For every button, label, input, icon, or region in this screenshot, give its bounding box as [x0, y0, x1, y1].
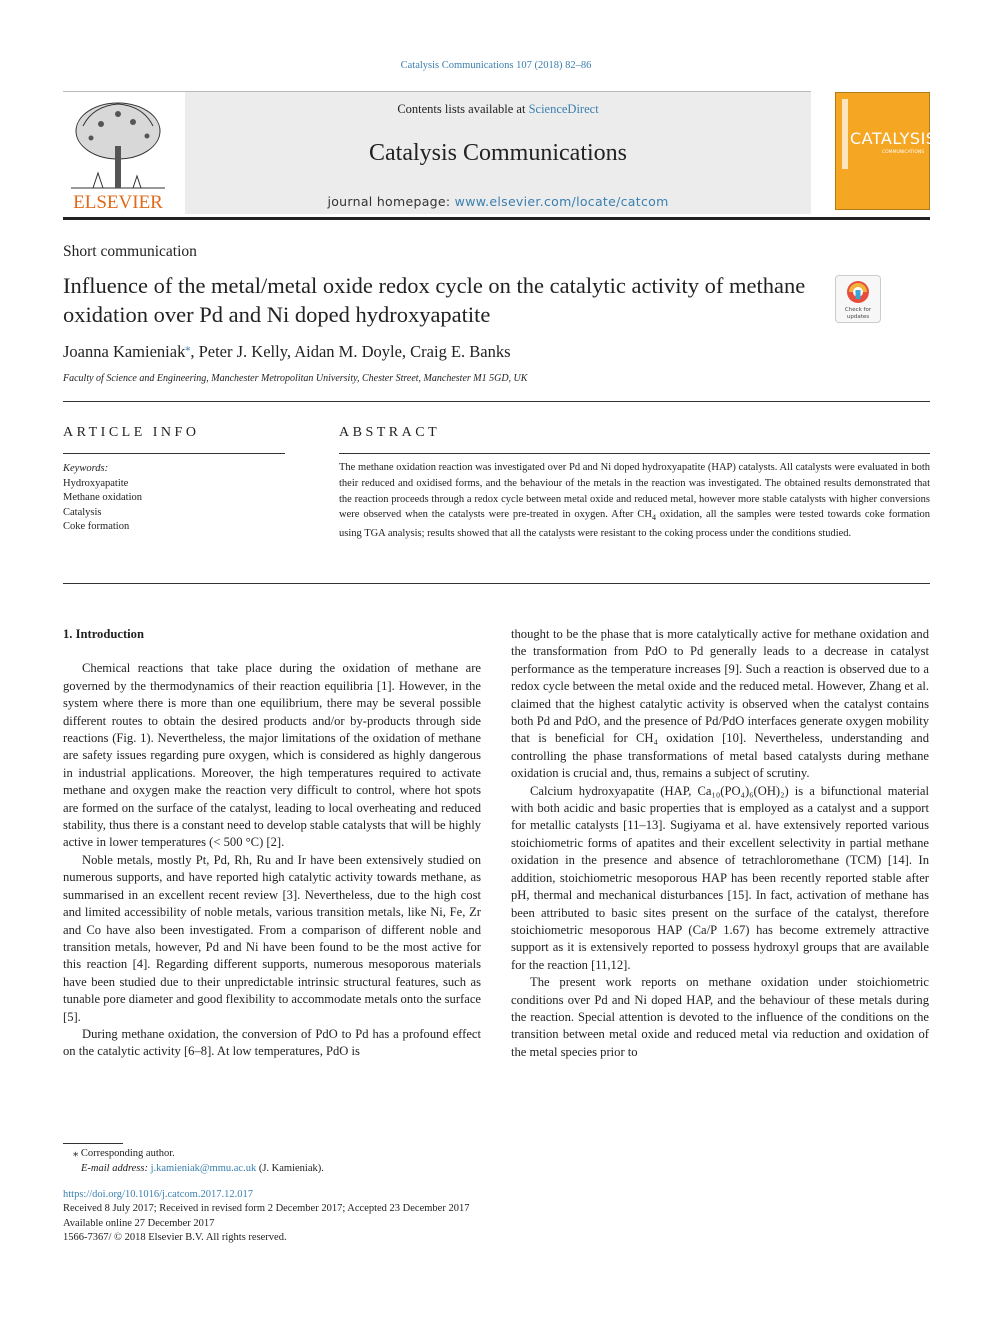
keyword-item: Catalysis — [63, 506, 102, 518]
paragraph: During methane oxidation, the conversion of PdO to Pd has a profound effect on the catalytic activity [6–8]. At low temperatures, PdO is — [63, 1026, 481, 1059]
svg-text:Check for: Check for — [844, 307, 872, 313]
homepage-prefix: journal homepage: — [327, 194, 455, 209]
sciencedirect-link[interactable]: ScienceDirect — [528, 102, 599, 116]
cover-title: CATALYSIS — [850, 129, 937, 148]
paragraph: Calcium hydroxyapatite (HAP, Ca₁₀(PO₄)₆(OH)₂) is a bifunctional material with both acidic and basic properties that is employed as a catalyst and a support for metallic catalysts [11–13]. Sugiyama et al. have extensively reported various stoichiometric forms of apatites and their excellent selectivity in partial methane oxidation in the presence and absence of tetrachloromethane (TCM) [14]. In addition, stoichiometric mesoporous HAP has been recently reported stable after pH, thermal and mechanical disturbances [15]. In fact, activation of methane has been attributed to basic sites present on the surface of the catalyst, therefore stoichiometric mesoporous HAP (Ca/P 1.67) has become extremely attractive support as it is extensively reported to possess hydroxyl groups that are available for the reaction [11,12]. — [511, 783, 929, 972]
keywords-label: Keywords: — [63, 463, 109, 474]
abstract-text — [339, 460, 930, 542]
author-list — [63, 342, 511, 362]
author-first[interactable]: Joanna Kamieniak — [63, 342, 186, 361]
email-suffix: (J. Kamieniak). — [256, 1163, 324, 1174]
check-updates-icon — [836, 276, 880, 322]
elsevier-tree-icon — [63, 96, 173, 214]
available-online: Available online 27 December 2017 — [63, 1217, 215, 1229]
section-heading: 1. Introduction — [63, 627, 144, 641]
journal-homepage — [185, 194, 811, 209]
abstract-rule — [339, 453, 930, 454]
article-type: Short communication — [63, 243, 197, 260]
journal-cover[interactable] — [835, 92, 937, 210]
copyright: 1566-7367/ © 2018 Elsevier B.V. All rights reserved. — [63, 1231, 287, 1243]
journal-name: Catalysis Communications — [369, 140, 627, 166]
footnote-rule — [63, 1143, 123, 1144]
corresponding-note: ⁎ Corresponding author. — [73, 1148, 175, 1159]
homepage-link[interactable]: www.elsevier.com/locate/catcom — [454, 194, 669, 209]
paragraph: Chemical reactions that take place during the oxidation of methane are governed by the thermodynamics of their reaction equilibria [1]. However, in the system where there is more than one equilibrium, there may be several possible different routes to obtain the desired products and/or by-products through side reactions (Fig. 1). Nevertheless, the major limitations of the oxidation of methane are safety issues regarding pure oxygen, which is considered as highly dangerous in industrial applications. Moreover, the high temperatures required to activate methane and oxygen make the reaction very difficult to control, where hot spots are formed on the surface of the catalyst, leading to local overheating and reduced stability, thus there is a constant need to develop stable catalysts that will be highly active in lower temperatures (< 500 °C) [2]. — [63, 661, 481, 850]
paragraph: thought to be the phase that is more catalytically active for methane oxidation and the transformation from PdO to Pd generally leads to a decrease in catalyst performance as the temperature increases [9]. Such a reaction is observed due to a redox cycle between the metal oxide and the reduced metal. However, Zhang et al. claimed that the highest catalytic activity is observed when the catalyst contains both Pd and PdO, and the presence of Pd/PdO interfaces generate oxygen mobility that is beneficial for CH₄ oxidation [10]. Nevertheless, understanding and controlling the phase transformations of metal based catalysts during methane oxidation is crucial and, thus, remains a subject of scrutiny. — [511, 627, 929, 781]
abstract-heading: ABSTRACT — [339, 425, 441, 440]
keywords-block — [63, 462, 142, 535]
corresponding-mark[interactable]: ⁎ — [185, 342, 191, 354]
doi-link[interactable]: https://doi.org/10.1016/j.catcom.2017.12.017 — [63, 1189, 253, 1200]
divider-top — [63, 401, 930, 402]
paragraph: The present work reports on methane oxidation under stoichiometric conditions over Pd and Ni doped HAP, and the behaviour of these metals during the reaction. Special attention is devoted to the influence of the conditions on the transition between metal oxide and reduced metal via reduction and oxidation of the metal species prior to — [511, 975, 929, 1059]
contents-prefix: Contents lists available at — [397, 102, 529, 116]
elsevier-logo[interactable] — [63, 96, 173, 214]
email-label: E-mail address: — [81, 1163, 151, 1174]
article-title: Influence of the metal/metal oxide redox cycle on the catalytic activity of methane oxidation over Pd and Ni doped hydroxyapatite — [63, 273, 806, 327]
author-others: , Peter J. Kelly, Aidan M. Doyle, Craig E. Banks — [190, 342, 511, 361]
divider-bottom — [63, 583, 930, 584]
check-for-updates-button[interactable] — [835, 275, 881, 323]
contents-line — [185, 102, 811, 117]
paragraph: Noble metals, mostly Pt, Pd, Rh, Ru and Ir have been extensively studied on numerous supports, and have reported high catalytic activity towards methane, as summarised in an excellent recent review [3]. Nevertheless, due to the high cost and limited accessibility of noble metals, various transition metals, like Ni, Fe, Zr and Co have also been investigated. From a comparison of different noble and transition metals, however, Pd and Ni have been found to be the most active for this reaction [4]. Regarding different supports, numerous mesoporous materials have been studied due to their unpredictable intrinsic structural features, such as tunable pore diameter and good flexibility to accommodate metals onto the surface [5]. — [63, 852, 481, 1024]
article-info-heading: ARTICLE INFO — [63, 425, 200, 440]
keyword-item: Methane oxidation — [63, 492, 143, 503]
svg-text:updates: updates — [846, 314, 870, 320]
abstract-part-1: The methane oxidation reaction was investigated over Pd and Ni doped hydroxyapatite (HAP) catalysts. All catalysts were evaluated in both their reduced and oxidised forms, and the behaviour of the metals in the reaction was investigated. The obtained results demonstrated that the reaction proceeds through a redox cycle between metal oxide and reduced metal, however more stable catalysts with higher conversions were observed when the catalysts were pre-treated in oxygen. After CH — [339, 462, 930, 521]
cover-stripe — [842, 99, 848, 169]
email-line — [63, 1161, 324, 1176]
journal-citation[interactable]: Catalysis Communications 107 (2018) 82–86 — [400, 60, 592, 71]
email-link[interactable]: j.kamieniak@mmu.ac.uk — [150, 1163, 257, 1174]
elsevier-wordmark: ELSEVIER — [73, 192, 163, 213]
keyword-item: Hydroxyapatite — [63, 477, 129, 489]
received-dates: Received 8 July 2017; Received in revised form 2 December 2017; Accepted 23 December 2017 — [63, 1203, 470, 1215]
abstract-subscript: 4 — [651, 513, 656, 523]
keyword-item: Coke formation — [63, 521, 130, 532]
article-metadata — [63, 1188, 469, 1245]
body-left-column — [63, 626, 481, 1061]
cover-subtitle: COMMUNICATIONS — [882, 150, 925, 155]
abstract-part-2: oxidation, all the samples were tested towards coke formation using TGA analysis; results showed that all the catalysts were resistant to the coking process under the conditions studied. — [339, 509, 930, 540]
footnote — [63, 1146, 324, 1176]
header-bottom-rule — [63, 217, 930, 220]
article-info-rule — [63, 453, 285, 454]
body-right-column — [511, 626, 929, 1061]
affiliation: Faculty of Science and Engineering, Manchester Metropolitan University, Chester Street, Manchester M1 5GD, UK — [63, 373, 528, 384]
